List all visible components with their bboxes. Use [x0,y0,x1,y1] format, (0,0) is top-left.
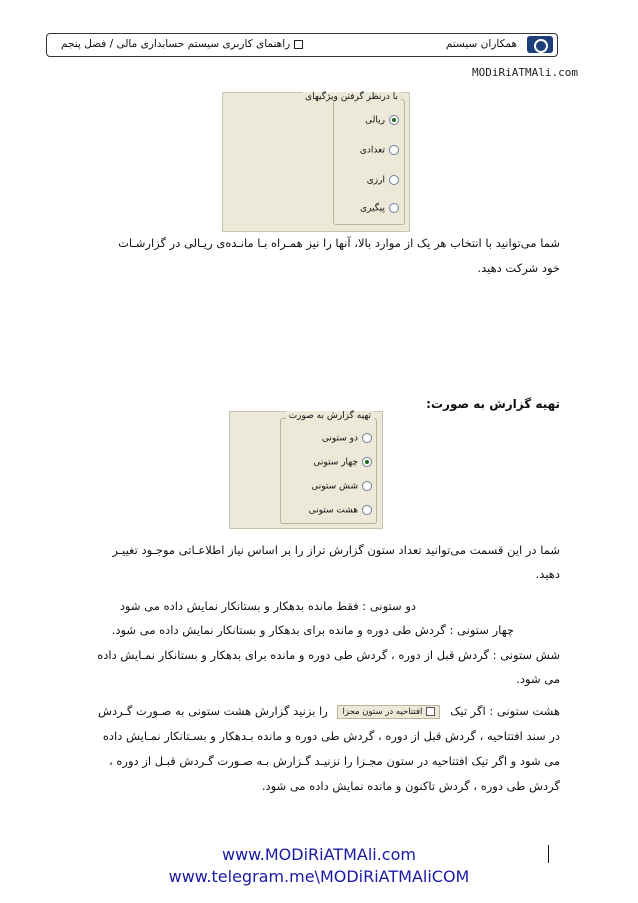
radio-option-two-column[interactable]: دو ستونی [322,433,372,444]
footer-website-link[interactable]: www.MODiRiATMAli.com [222,845,416,864]
eight-column-line-2: در سند افتتاحیه ، گردش قبل از دوره ، گردش طی دوره و مانده بـدهکار و بسـتانکار نمـایش داده [102,729,560,743]
six-column-line-1: شش ستونی : گردش قبل از دوره ، گردش طی دوره و مانده برای بدهکار و بستانکار نمـایش داده [97,648,560,662]
report-format-group-title: تهیه گزارش به صورت [286,411,374,421]
eight-column-line-3: می شود و اگر تیک افتتاحیه در ستون مجـزا را نزنیـد گـزارش بـه صـورت گـردش قبـل از دوره ، [109,754,560,768]
radio-icon[interactable] [362,433,372,443]
properties-group-title: با درنظر گرفتن ویژگیهای [302,92,401,102]
radio-icon[interactable] [362,505,372,515]
header-company-name: همکاران سیستم [445,38,517,50]
six-column-line-2: می شود. [516,672,560,686]
radio-icon[interactable] [362,481,372,491]
company-logo-icon [527,36,553,53]
radio-icon[interactable] [389,203,399,213]
paragraph-2-line-2: دهید. [535,567,560,581]
radio-option-quantity[interactable]: تعدادی [360,145,399,156]
radio-icon[interactable] [389,175,399,185]
header-chapter-title: راهنمای کاربری سیستم حسابداری مالی / فصل پنجم [61,38,303,50]
radio-icon[interactable] [389,145,399,155]
page-header [46,33,558,57]
eight-column-line-4: گردش طی دوره ، گردش تاکنون و مانده نمایش داده می شود. [261,779,560,793]
paragraph-1-line-2: خود شرکت دهید. [477,261,560,275]
paragraph-1-line-1: شما می‌توانید با انتخاب هر یک از موارد بالا، آنها را نیز همـراه بـا مانـده‌ی ریـالی در گزارشـات [118,236,560,250]
two-column-description: دو ستونی : فقط مانده بدهکار و بستانکار نمایش داده می شود [119,599,416,613]
eight-column-line-1: هشت ستونی : اگر تیک افتتاحیه در ستون مجزا را بزنید گزارش هشت ستونی به صـورت گـردش [97,704,560,718]
radio-option-currency[interactable]: ارزی [367,175,399,186]
paragraph-2-line-1: شما در این قسمت می‌توانید تعداد ستون گزارش تراز را بر اساس نیاز اطلاعـاتی موجـود تغییـر [112,543,560,557]
radio-selected-icon[interactable] [362,457,372,467]
opening-separate-column-checkbox[interactable]: افتتاحیه در ستون مجزا [337,705,440,719]
footer-telegram-link[interactable]: www.telegram.me\MODiRiATMAliCOM [168,867,470,886]
section-heading: تهیه گزارش به صورت: [426,397,560,411]
radio-option-four-column[interactable]: چهار ستونی [313,457,372,468]
report-format-dialog [229,411,383,529]
radio-option-tracking[interactable]: پیگیری [360,203,399,214]
radio-option-six-column[interactable]: شش ستونی [311,481,372,492]
square-bullet-icon [294,40,303,49]
radio-option-eight-column[interactable]: هشت ستونی [309,505,372,516]
header-site-url: MODiRiATMAli.com [472,66,578,79]
properties-dialog [222,92,410,232]
radio-option-rial[interactable]: ریالی [365,115,399,126]
checkbox-icon[interactable] [426,707,435,716]
radio-selected-icon[interactable] [389,115,399,125]
four-column-description: چهار ستونی : گردش طی دوره و مانده برای بدهکار و بستانکار نمایش داده می شود. [111,623,514,637]
